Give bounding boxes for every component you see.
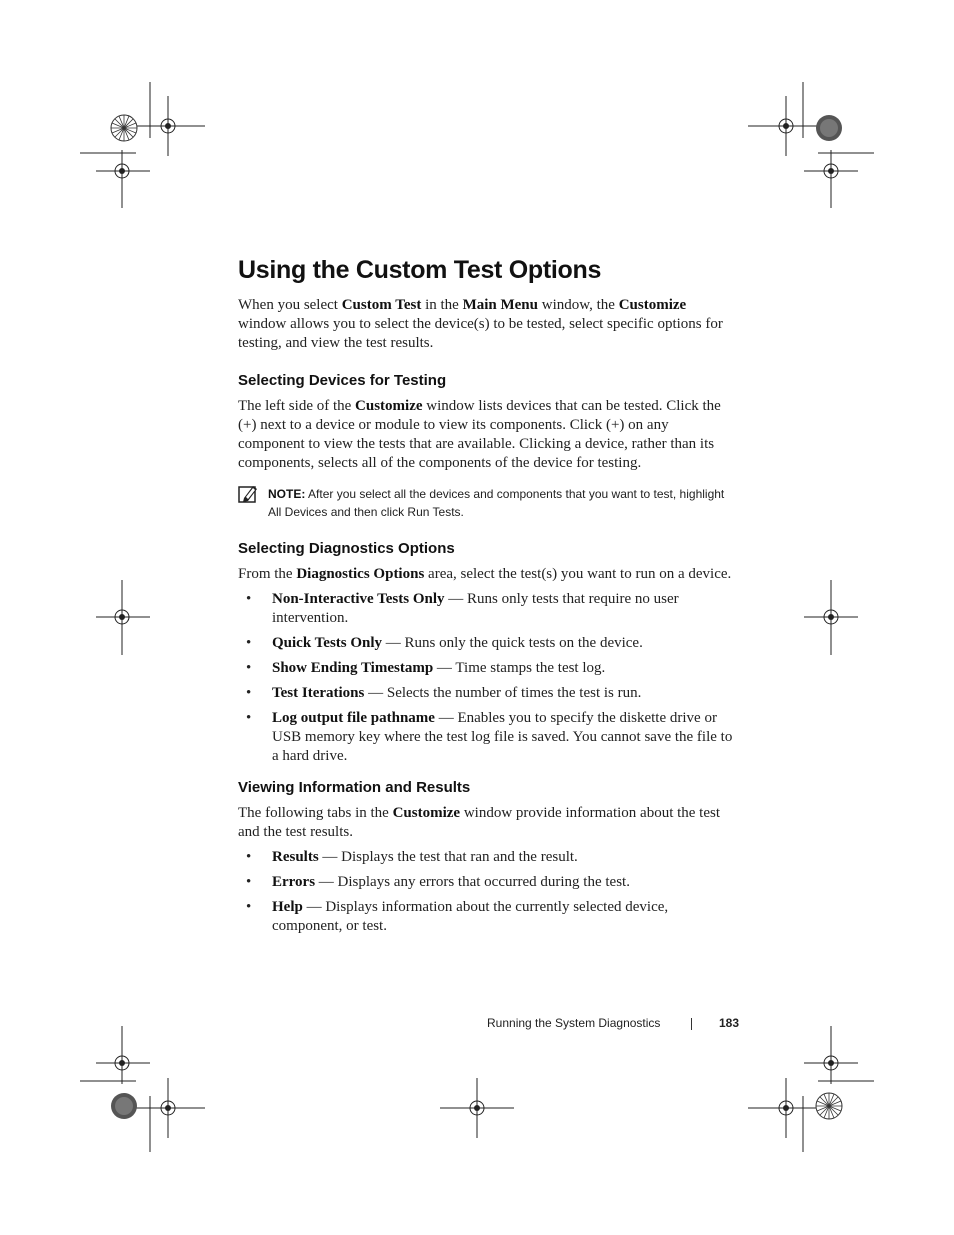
bullet-icon: •	[246, 685, 252, 701]
body-text: — Time stamps the test log.	[433, 660, 606, 676]
emphasis-text: Customize	[355, 398, 423, 414]
footer-chapter-title: Running the System Diagnostics	[487, 1016, 661, 1030]
section-viewing-results	[238, 779, 736, 936]
options-list	[238, 590, 736, 766]
body-text: All Devices	[268, 505, 328, 519]
body-text: The following tabs in the	[238, 805, 393, 821]
list-item	[238, 873, 736, 892]
section-paragraph	[238, 804, 736, 842]
list-item	[238, 590, 736, 628]
body-text: From the	[238, 566, 297, 582]
list-item	[238, 848, 736, 867]
body-text: After you select all the devices and components that you want to test, highlight	[305, 487, 725, 501]
body-text: window provide information about the test and the test results.	[238, 805, 721, 840]
body-text: — Displays information about the currently selected device, component, or test.	[272, 899, 669, 934]
bullet-icon: •	[246, 660, 252, 676]
body-text: window lists devices that can be tested. Click the (+) next to a device or module to view its components. Click (+) on any component to view the tests that are available. Clicking a device, rather than its components, selects all of the components of the device for testing.	[238, 398, 721, 471]
emphasis-text: Diagnostics Options	[296, 566, 425, 582]
list-item	[238, 709, 736, 766]
section-paragraph	[238, 565, 736, 584]
list-item	[238, 634, 736, 653]
note-box	[238, 485, 736, 521]
section-title: Selecting Devices for Testing	[238, 372, 447, 389]
list-item	[238, 659, 736, 678]
body-text: — Runs only the quick tests on the device.	[382, 635, 643, 651]
emphasis-text: Main Menu	[462, 297, 538, 313]
emphasis-text: Test Iterations	[272, 685, 365, 701]
bullet-icon: •	[246, 874, 252, 890]
intro-paragraph	[238, 296, 736, 353]
body-text: The left side of the	[238, 398, 356, 414]
pencil-note-icon	[238, 485, 268, 521]
body-text: .	[460, 505, 464, 519]
body-text: and then click	[327, 505, 408, 519]
tabs-list	[238, 848, 736, 936]
body-text: window, the	[538, 297, 619, 313]
bullet-icon: •	[246, 710, 252, 726]
emphasis-text: Quick Tests Only	[272, 635, 383, 651]
bullet-icon: •	[246, 899, 252, 915]
emphasis-text: NOTE:	[268, 487, 306, 501]
list-item	[238, 684, 736, 703]
list-item	[238, 898, 736, 936]
emphasis-text: Custom Test	[341, 297, 422, 313]
bullet-icon: •	[246, 635, 252, 651]
bullet-icon: •	[246, 849, 252, 865]
emphasis-text: Show Ending Timestamp	[272, 660, 434, 676]
body-text: When you select	[238, 297, 342, 313]
body-text: — Selects the number of times the test is run.	[364, 685, 642, 701]
emphasis-text: Customize	[618, 297, 687, 313]
footer-divider	[691, 1018, 692, 1030]
section-selecting-devices	[238, 372, 736, 521]
section-diagnostics-options	[238, 540, 736, 766]
section-paragraph	[238, 397, 736, 473]
body-text: — Runs only tests that require no user intervention.	[272, 591, 679, 626]
note-text	[268, 485, 736, 521]
emphasis-text: Log output file pathname	[272, 710, 435, 726]
bullet-icon: •	[246, 591, 252, 607]
page-content	[238, 256, 736, 942]
section-title: Viewing Information and Results	[238, 779, 471, 796]
body-text: — Displays any errors that occurred during the test.	[315, 874, 630, 890]
body-text: window allows you to select the device(s) to be tested, select specific options for testing, and view the test results.	[238, 316, 723, 351]
body-text: area, select the test(s) you want to run on a device.	[424, 566, 732, 582]
body-text: Run Tests	[407, 505, 461, 519]
body-text: — Enables you to specify the diskette drive or USB memory key where the test log file is saved. You cannot save the file to a hard drive.	[272, 710, 733, 764]
emphasis-text: Results	[272, 849, 319, 865]
emphasis-text: Help	[272, 899, 303, 915]
body-text: in the	[421, 297, 463, 313]
emphasis-text: Non-Interactive Tests Only	[272, 591, 445, 607]
body-text: — Displays the test that ran and the result.	[318, 849, 578, 865]
emphasis-text: Customize	[392, 805, 461, 821]
page-number: 183	[719, 1016, 740, 1030]
section-title: Selecting Diagnostics Options	[238, 540, 455, 557]
page-title: Using the Custom Test Options	[238, 256, 602, 284]
emphasis-text: Errors	[272, 874, 316, 890]
